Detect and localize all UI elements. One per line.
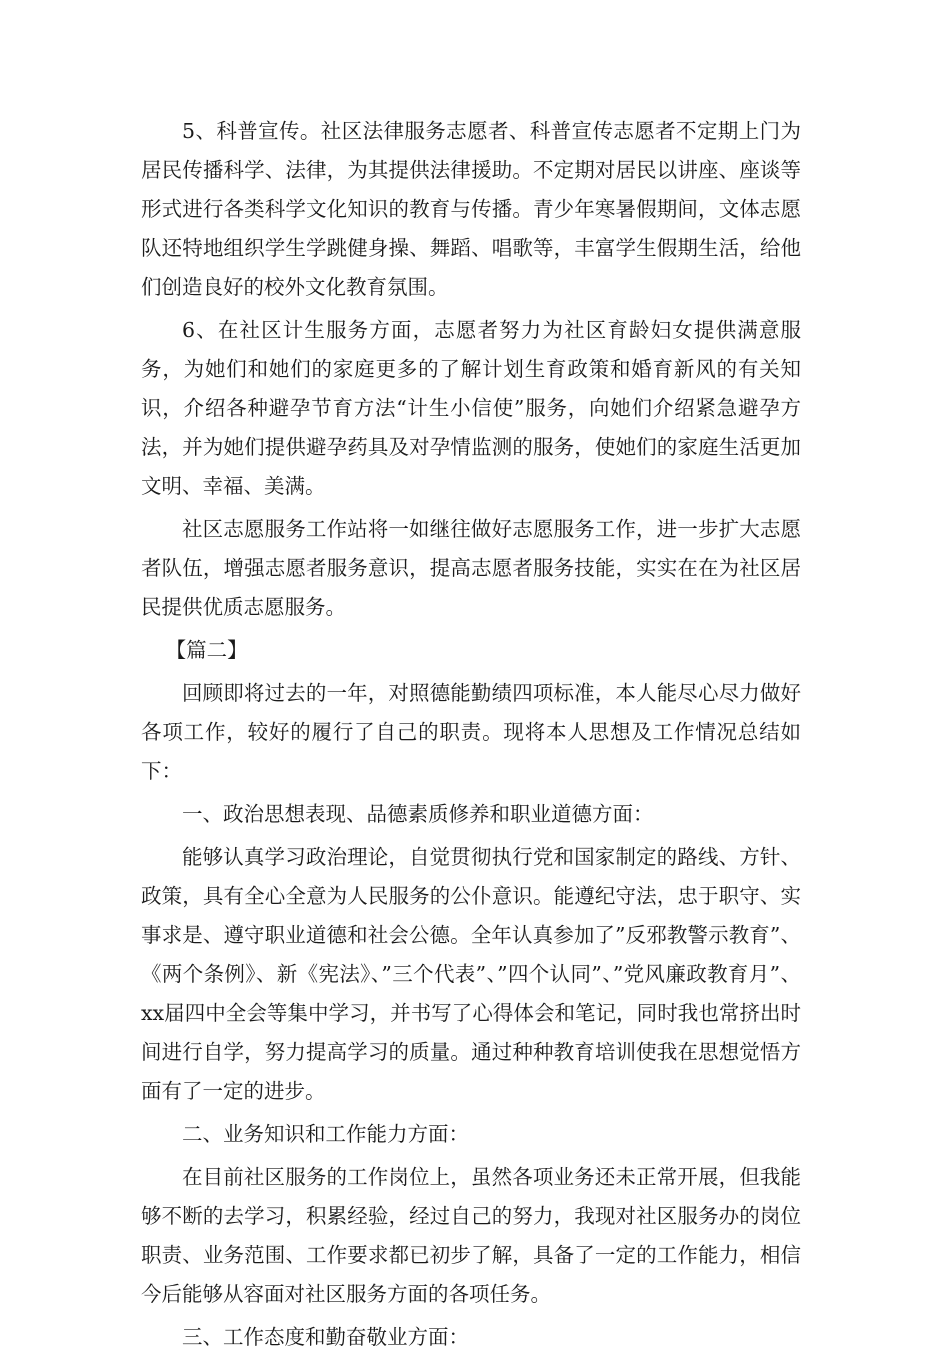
subheading-political-ideology: 一、政治思想表现、品德素质修养和职业道德方面： [182,802,654,826]
subheading-work-attitude: 三、工作态度和勤奋敬业方面： [182,1325,469,1349]
section-heading-part-two: 【篇二】 [165,638,248,662]
document-body [141,112,801,1361]
paragraph-year-review: 回顾即将过去的一年，对照德能勤绩四项标准，本人能尽心尽力做好各项工作，较好的履行了自己的职责。现将本人思想及工作情况总结如下： [141,681,801,783]
paragraph-family-planning: 6、在社区计生服务方面，志愿者努力为社区育龄妇女提供满意服务，为她们和她们的家庭更多的了解计划生育政策和婚育新风的有关知识，介绍各种避孕节育方法“计生小信使”服务，向她们介绍紧急避孕方法，并为她们提供避孕药具及对孕情监测的服务，使她们的家庭生活更加文明、幸福、美满。 [141,318,801,498]
paragraph-science-promotion: 5、科普宣传。社区法律服务志愿者、科普宣传志愿者不定期上门为居民传播科学、法律，为其提供法律援助。不定期对居民以讲座、座谈等形式进行各类科学文化知识的教育与传播。青少年寒暑假期间，文体志愿队还特地组织学生学跳健身操、舞蹈、唱歌等，丰富学生假期生活，给他们创造良好的校外文化教育氛围。 [141,119,801,299]
paragraph-political-study: 能够认真学习政治理论，自觉贯彻执行党和国家制定的路线、方针、政策，具有全心全意为人民服务的公仆意识。能遵纪守法，忠于职守、实事求是、遵守职业道德和社会公德。全年认真参加了”反邪教警示教育”、《两个条例》、新《宪法》、”三个代表”、”四个认同”、”党风廉政教育月”、xx届四中全会等集中学习，并书写了心得体会和笔记，同时我也常挤出时间进行自学，努力提高学习的质量。通过种种教育培训使我在思想觉悟方面有了一定的进步。 [141,845,801,1103]
subheading-business-knowledge: 二、业务知识和工作能力方面： [182,1122,469,1146]
paragraph-volunteer-station: 社区志愿服务工作站将一如继往做好志愿服务工作，进一步扩大志愿者队伍，增强志愿者服务意识，提高志愿者服务技能，实实在在为社区居民提供优质志愿服务。 [141,517,801,619]
paragraph-community-service-work: 在目前社区服务的工作岗位上，虽然各项业务还未正常开展，但我能够不断的去学习，积累经验，经过自己的努力，我现对社区服务办的岗位职责、业务范围、工作要求都已初步了解，具备了一定的工作能力，相信今后能够从容面对社区服务方面的各项任务。 [141,1165,801,1306]
